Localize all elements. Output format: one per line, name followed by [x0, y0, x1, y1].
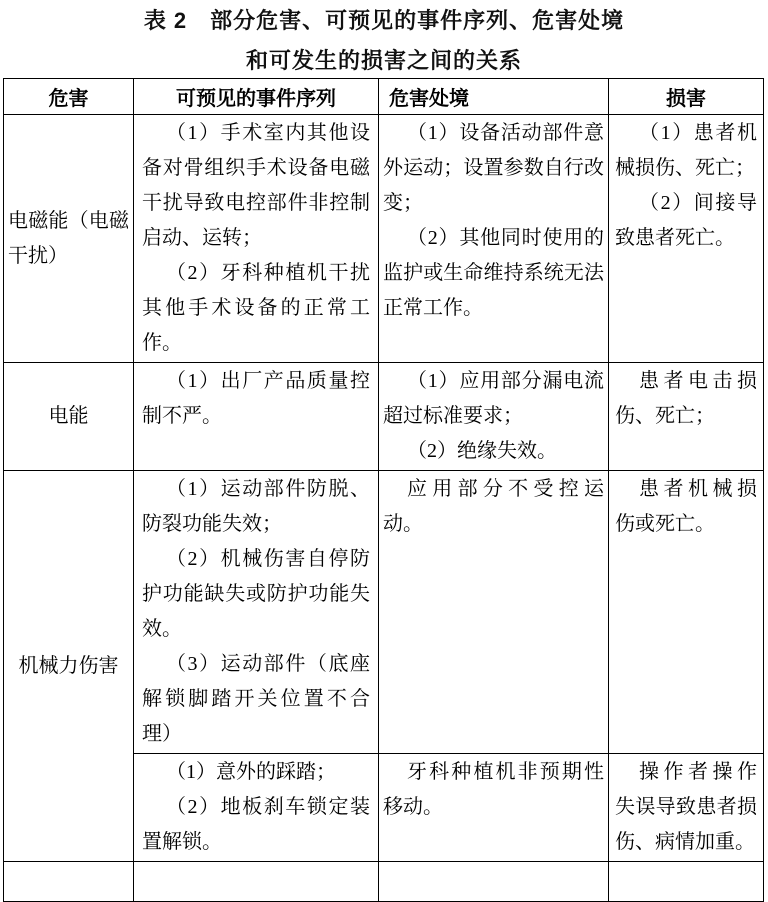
hazard-text: 电能 [48, 405, 89, 427]
table-row-mechanical-1 [4, 471, 764, 754]
table-title-line1: 表 2 部分危害、可预见的事件序列、危害处境 [143, 8, 625, 33]
events-cell [134, 115, 379, 363]
harms-cell [609, 471, 764, 754]
paragraph: （1）应用部分漏电流超过标准要求； [383, 370, 604, 427]
paragraph: （1）出厂产品质量控制不严。 [142, 370, 370, 427]
paragraph: （1）意外的踩踏； [166, 761, 336, 783]
situations-cell [379, 115, 609, 363]
paragraph: （1）患者机械损伤、死亡； [615, 122, 757, 179]
paragraph: （2）间接导致患者死亡。 [615, 192, 757, 249]
situations-cell [379, 862, 609, 902]
hazard-relationship-table [3, 78, 764, 902]
harms-cell [609, 363, 764, 471]
hazard-cell [4, 862, 134, 902]
paragraph: 应用部分不受控运动。 [383, 478, 604, 535]
header-hazardous-situation: 危害处境 [379, 79, 609, 115]
hazard-cell [4, 115, 134, 363]
events-cell [134, 471, 379, 754]
events-cell [134, 363, 379, 471]
harms-cell [609, 115, 764, 363]
events-cell [134, 754, 379, 862]
paragraph: （1）设备活动部件意外运动；设置参数自行改变； [383, 122, 604, 214]
table-title [0, 0, 768, 76]
table-row-electromagnetic [4, 115, 764, 363]
paragraph: 患者电击损伤、死亡； [615, 370, 757, 427]
header-harm: 损害 [609, 79, 764, 115]
hazard-cell [4, 471, 134, 862]
paragraph: （2）地板刹车锁定装置解锁。 [142, 796, 370, 853]
header-row [4, 79, 764, 115]
events-cell [134, 862, 379, 902]
paragraph: （2）绝缘失效。 [407, 440, 557, 462]
paragraph: （2）机械伤害自停防护功能缺失或防护功能失效。 [142, 548, 370, 640]
paragraph: （3）运动部件（底座解锁脚踏开关位置不合理） [142, 653, 370, 745]
table-row-partial [4, 862, 764, 902]
situations-cell [379, 363, 609, 471]
harms-cell [609, 862, 764, 902]
paragraph: （2）牙科种植机干扰其他手术设备的正常工作。 [142, 262, 370, 354]
paragraph: 牙科种植机非预期性移动。 [383, 761, 604, 818]
table-title-line2: 和可发生的损害之间的关系 [245, 48, 522, 73]
situations-cell [379, 471, 609, 754]
hazard-text: 电磁能（电磁干扰） [8, 209, 129, 267]
header-hazard: 危害 [4, 79, 134, 115]
paragraph: （1）手术室内其他设备对骨组织手术设备电磁干扰导致电控部件非控制启动、运转； [142, 122, 370, 249]
hazard-cell [4, 363, 134, 471]
paragraph: 患者机械损伤或死亡。 [615, 478, 757, 535]
paragraph: （1）运动部件防脱、防裂功能失效； [142, 478, 370, 535]
hazard-text: 机械力伤害 [18, 654, 119, 677]
paragraph: 操作者操作失误导致患者损伤、病情加重。 [615, 761, 757, 853]
table-row-electrical [4, 363, 764, 471]
situations-cell [379, 754, 609, 862]
harms-cell [609, 754, 764, 862]
header-event-sequence: 可预见的事件序列 [134, 79, 379, 115]
paragraph: （2）其他同时使用的监护或生命维持系统无法正常工作。 [383, 227, 604, 319]
